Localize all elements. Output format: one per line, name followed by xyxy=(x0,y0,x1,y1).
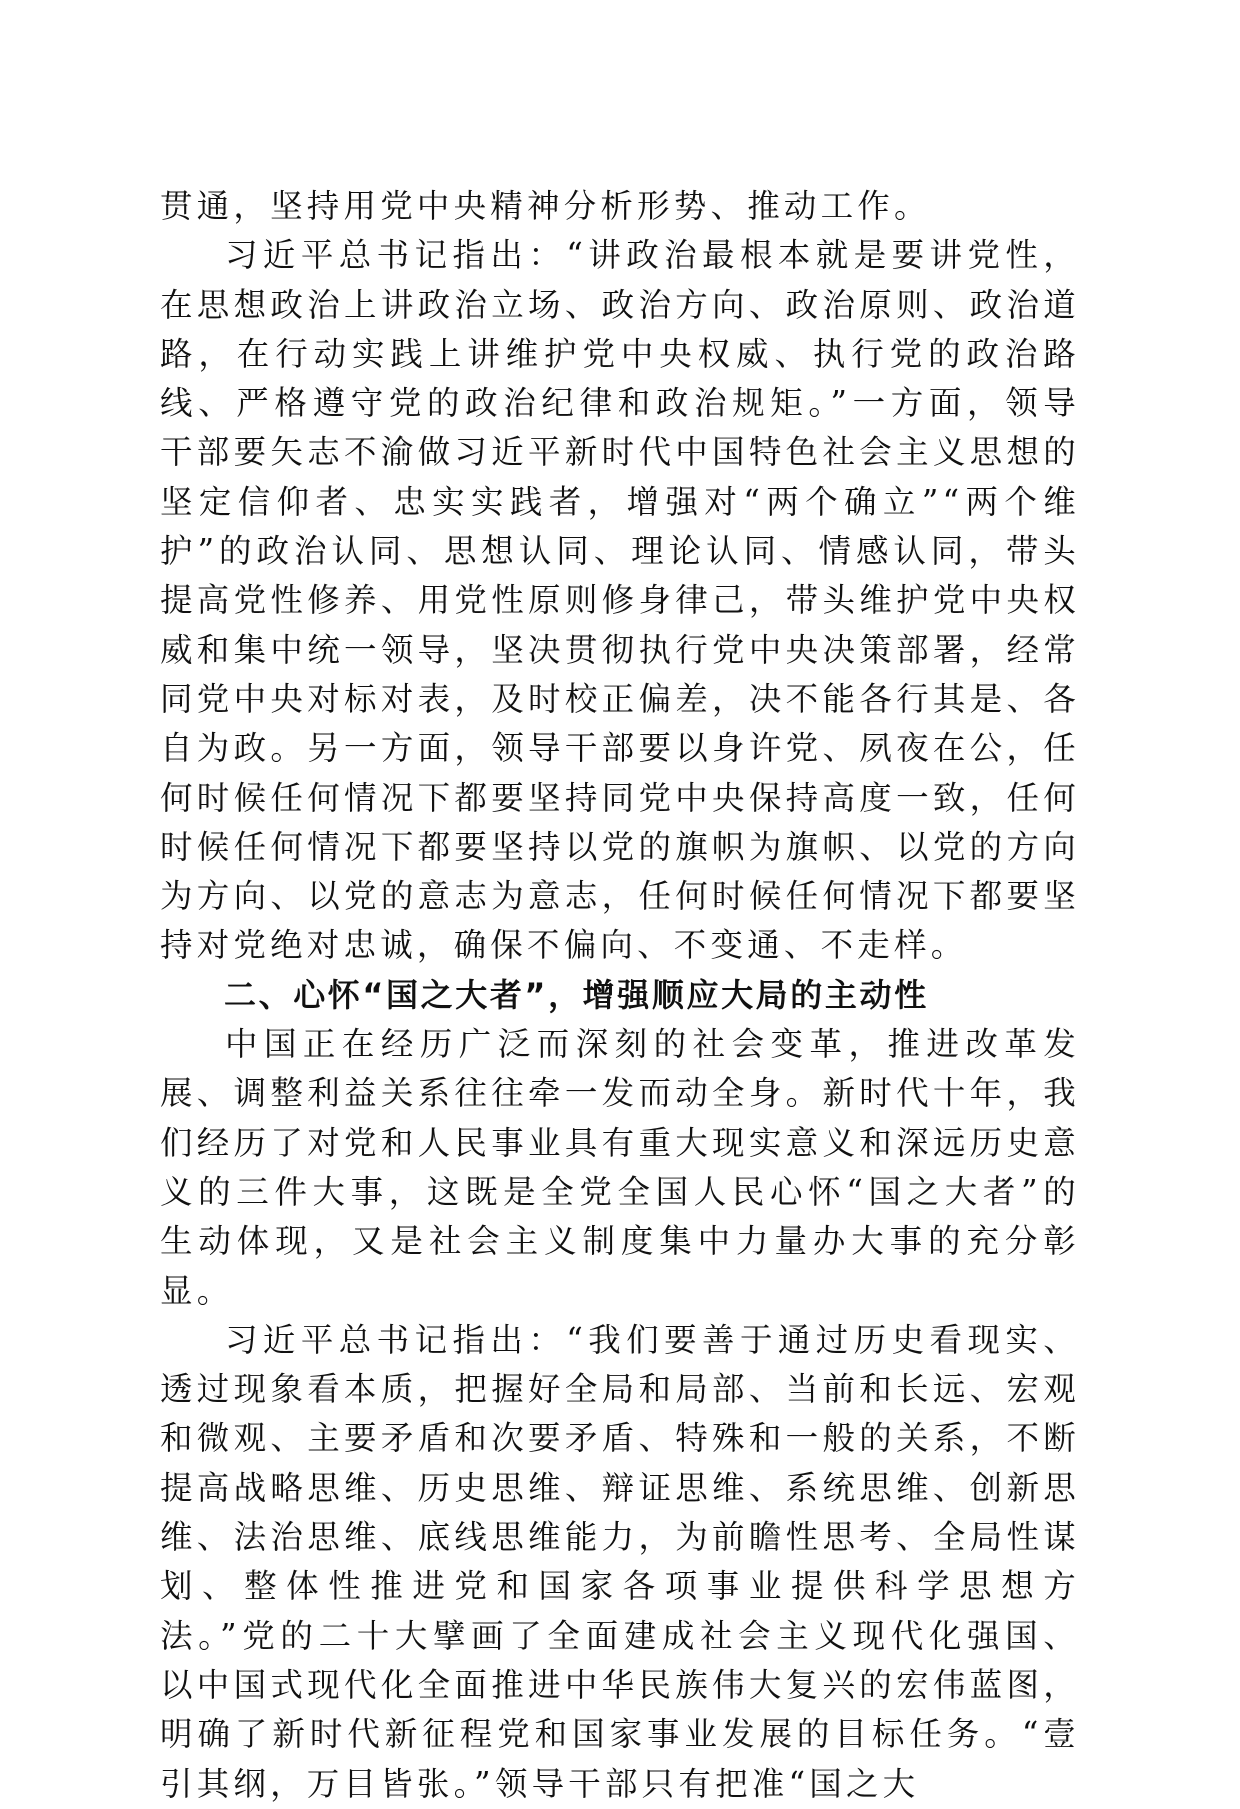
paragraph-strategic-thinking: 习近平总书记指出：“我们要善于通过历史看现实、透过现象看本质，把握好全局和局部、当前和长远、宏观和微观、主要矛盾和次要矛盾、特殊和一般的关系，不断提高战略思维、历史思维、辩证思维、系统思维、创新思维、法治思维、底线思维能力，为前瞻性思考、全局性谋划、整体性推进党和国家各项事业提供科学思想方法。”党的二十大擘画了全面建成社会主义现代化强国、以中国式现代化全面推进中华民族伟大复兴的宏伟蓝图，明确了新时代新征程党和国家事业发展的目标任务。“壹引其纲，万目皆张。”领导干部只有把准“国之大 xyxy=(160,1320,1080,1803)
paragraph-continuation: 贯通，坚持用党中央精神分析形势、推动工作。 xyxy=(160,187,931,225)
paragraph-social-change: 中国正在经历广泛而深刻的社会变革，推进改革发展、调整利益关系往往牵一发而动全身。新时代十年，我们经历了对党和人民事业具有重大现实意义和深远历史意义的三件大事，这既是全党全国人民心怀“国之大者”的生动体现，又是社会主义制度集中力量办大事的充分彰显。 xyxy=(160,1025,1080,1310)
document-body xyxy=(160,182,1080,1809)
paragraph-political-stance: 习近平总书记指出：“讲政治最根本就是要讲党性，在思想政治上讲政治立场、政治方向、政治原则、政治道路，在行动实践上讲维护党中央权威、执行党的政治路线、严格遵守党的政治纪律和政治规矩。”一方面，领导干部要矢志不渝做习近平新时代中国特色社会主义思想的坚定信仰者、忠实实践者，增强对“两个确立”“两个维护”的政治认同、思想认同、理论认同、情感认同，带头提高党性修养、用党性原则修身律己，带头维护党中央权威和集中统一领导，坚决贯彻执行党中央决策部署，经常同党中央对标对表，及时校正偏差，决不能各行其是、各自为政。另一方面，领导干部要以身许党、夙夜在公，任何时候任何情况下都要坚持同党中央保持高度一致，任何时候任何情况下都要坚持以党的旗帜为旗帜、以党的方向为方向、以党的意志为意志，任何时候任何情况下都要坚持对党绝对忠诚，确保不偏向、不变通、不走样。 xyxy=(160,236,1080,965)
section-heading-2: 二、心怀“国之大者”，增强顺应大局的主动性 xyxy=(224,975,929,1014)
